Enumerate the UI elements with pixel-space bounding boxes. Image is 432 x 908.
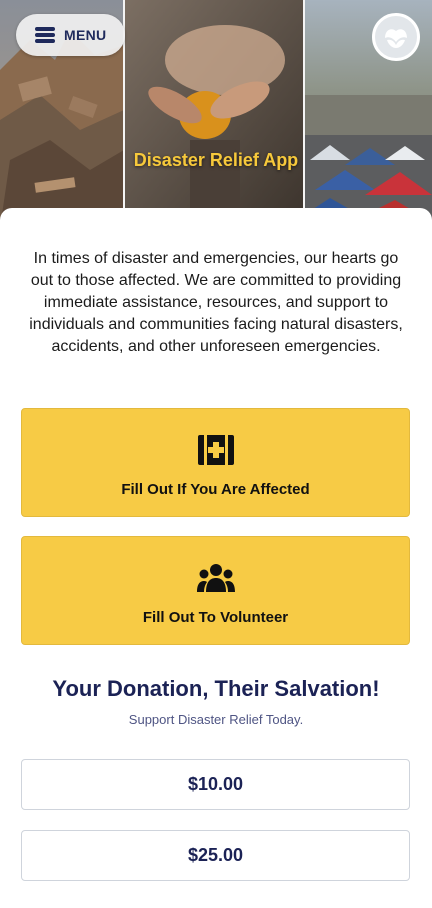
donation-amount-10[interactable]: $10.00: [21, 759, 410, 810]
app-title: Disaster Relief App: [133, 150, 299, 170]
hands-logo-icon: [381, 22, 411, 52]
hero-banner: [0, 0, 432, 228]
hamburger-icon: [35, 27, 55, 43]
volunteer-form-button[interactable]: [21, 536, 410, 645]
content-card: [0, 208, 432, 908]
app-logo[interactable]: [372, 13, 420, 61]
people-group-icon: [196, 561, 236, 595]
menu-label: MENU: [64, 27, 107, 43]
intro-paragraph: In times of disaster and emergencies, our hearts go out to those affected. We are committed to providing immediate assistance, resources, and support to individuals and communities facing natural disasters, accidents, and other unforeseen emergencies.: [29, 250, 403, 355]
donation-amount-25[interactable]: $25.00: [21, 830, 410, 881]
menu-button[interactable]: [16, 14, 125, 56]
donation-subtitle: Support Disaster Relief Today.: [128, 712, 304, 727]
first-aid-kit-icon: [197, 433, 235, 467]
affected-form-label: Fill Out If You Are Affected: [121, 481, 310, 498]
volunteer-form-label: Fill Out To Volunteer: [142, 609, 289, 626]
affected-form-button[interactable]: [21, 408, 410, 517]
donation-heading: Your Donation, Their Salvation!: [52, 676, 380, 701]
